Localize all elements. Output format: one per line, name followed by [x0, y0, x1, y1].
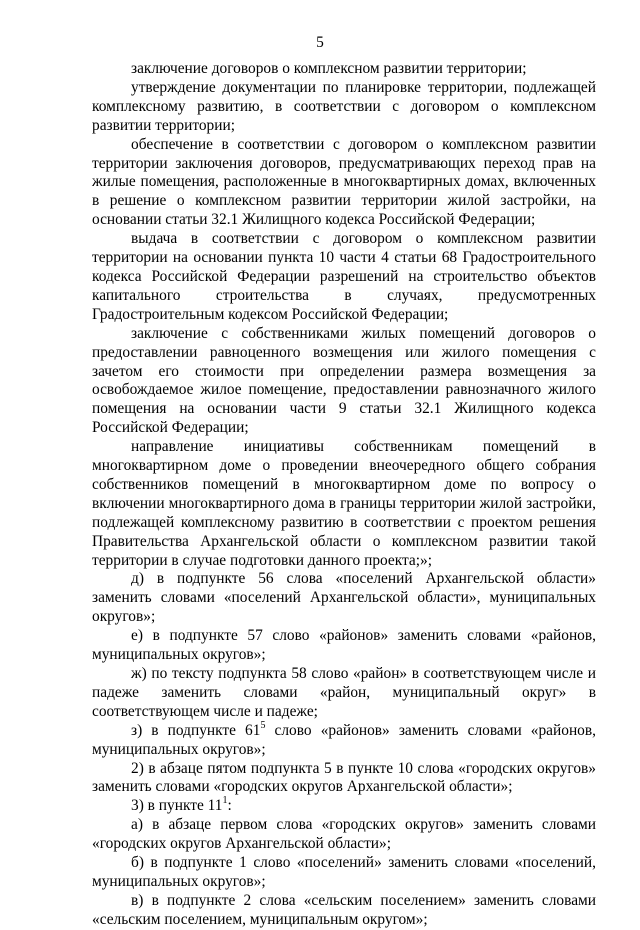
- paragraph: [92, 719, 596, 760]
- paragraph: е) в подпункте 57 слово «районов» заменить словами «районов, муниципальных округов»;: [92, 627, 596, 664]
- page-number: 5: [316, 34, 324, 51]
- paragraph: обеспечение в соответствии с договором о комплексном развитии территории заключения договоров, предусматривающих переход прав на жилые помещения, расположенные в многоквартирных домах, включенных в решение о комплексном развитии территории жилой застройки, на основании статьи 32.1 Жилищного кодекса Российской Федерации;: [92, 135, 596, 229]
- paragraph-text: 3) в пункте 11: [131, 797, 223, 815]
- paragraph-text: слово «районов» заменить словами «районов, муниципальных округов»;: [92, 721, 596, 758]
- superscript: 5: [260, 719, 266, 731]
- document-body: [92, 60, 596, 930]
- paragraph: 2) в абзаце пятом подпункта 5 в пункте 10 слова «городских округов» заменить словами «городских округов Архангельской области»;: [92, 759, 596, 796]
- paragraph: д) в подпункте 56 слова «поселений Архангельской области» заменить словами «поселений Архангельской области», муниципальных округов»;: [92, 570, 596, 626]
- paragraph: выдача в соответствии с договором о комплексном развитии территории на основании пункта 10 части 4 статьи 68 Градостроительного кодекса Российской Федерации разрешений на строительство объектов капитального строительства в случаях, предусмотренных Градостроительным кодексом Российской Федерации;: [92, 230, 596, 323]
- paragraph-text: з) в подпункте 61: [131, 721, 261, 739]
- paragraph: утверждение документации по планировке территории, подлежащей комплексному развитию, в соответствии с договором о комплексном развитии территории;: [92, 78, 596, 134]
- superscript: 1: [222, 795, 228, 807]
- paragraph: заключение с собственниками жилых помещений договоров о предоставлении равноценного возмещения или жилого помещения с зачетом его стоимости при определении размера возмещения за освобождаемое жилое помещение, предоставлении равнозначного жилого помещения на основании части 9 статьи 32.1 Жилищного кодекса Российской Федерации;: [92, 324, 596, 437]
- paragraph: заключение договоров о комплексном развитии территории;: [131, 60, 527, 77]
- paragraph: [92, 797, 596, 816]
- paragraph: в) в подпункте 2 слова «сельским поселением» заменить словами «сельским поселением, муниципальным округом»;: [92, 891, 596, 928]
- paragraph: б) в подпункте 1 слово «поселений» заменить словами «поселений, муниципальных округов»;: [92, 854, 596, 890]
- paragraph: а) в абзаце первом слова «городских округов» заменить словами «городских округов Архангельской области»;: [92, 816, 596, 853]
- paragraph-text: :: [227, 797, 232, 815]
- paragraph: направление инициативы собственникам помещений в многоквартирном доме о проведении внеочередного общего собрания собственников помещений в многоквартирном доме по вопросу о включении многоквартирного дома в границы территории жилой застройки, подлежащей комплексному развитию в соответствии с проектом решения Правительства Архангельской области о комплексном развитии такой территории в случае подготовки данного проекта;»;: [92, 438, 596, 569]
- paragraph: ж) по тексту подпункта 58 слово «район» в соответствующем числе и падеже заменить словами «район, муниципальный округ» в соответствующем числе и падеже;: [92, 665, 596, 720]
